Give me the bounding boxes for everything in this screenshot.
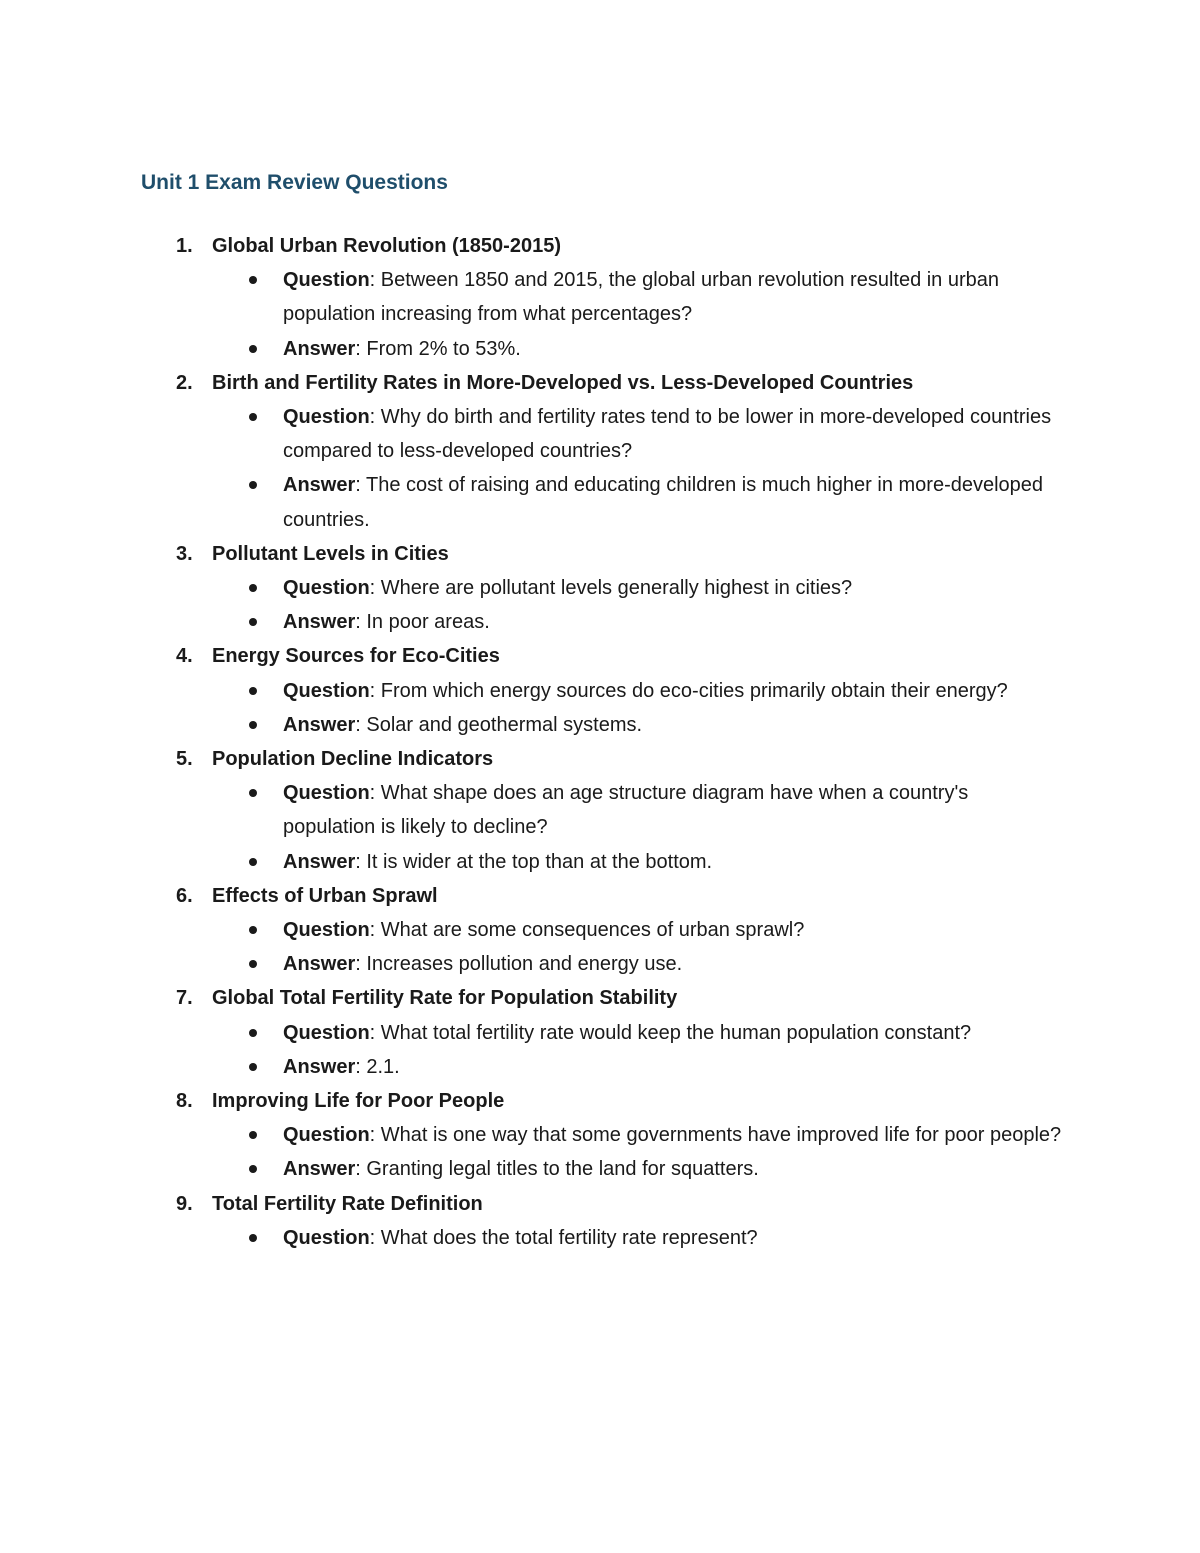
bullet-label: Answer (283, 611, 356, 634)
bullet-label: Question (283, 1226, 370, 1249)
bullet-dot-icon (249, 618, 257, 626)
bullet-label: Answer (283, 474, 356, 497)
bullet-text: : In poor areas. (355, 611, 490, 634)
bullet-dot-icon (249, 1063, 257, 1071)
review-section (0, 1084, 1200, 1187)
bullet-text: : What are some consequences of urban sprawl? (369, 918, 805, 941)
bullet-label: Question (283, 679, 370, 702)
bullet-label: Answer (283, 337, 356, 360)
qa-bullet-list (0, 913, 1200, 981)
bullet-text: : Solar and geothermal systems. (355, 713, 643, 736)
bullet-dot-icon (249, 926, 257, 934)
answer-bullet (0, 605, 1200, 639)
qa-bullet-list (0, 1221, 1200, 1255)
qa-bullet-list (0, 674, 1200, 742)
section-heading (0, 981, 1200, 1015)
section-number: 5. (176, 747, 193, 770)
bullet-text: : Between 1850 and 2015, the global urban revolution resulted in urban population increasing from what percentages? (283, 269, 1000, 326)
bullet-dot-icon (249, 413, 257, 421)
section-heading (0, 537, 1200, 571)
bullet-text: : From which energy sources do eco-cities primarily obtain their energy? (369, 679, 1008, 702)
review-section (0, 742, 1200, 879)
question-bullet (0, 776, 1200, 844)
bullet-text: : What is one way that some governments have improved life for poor people? (369, 1124, 1062, 1147)
section-number: 6. (176, 884, 193, 907)
bullet-text: : Where are pollutant levels generally highest in cities? (369, 576, 853, 599)
bullet-text: : Why do birth and fertility rates tend to be lower in more-developed countries compared to less-developed countries? (283, 405, 1052, 463)
bullet-label: Question (283, 405, 370, 428)
bullet-label: Question (283, 1021, 370, 1044)
bullet-dot-icon (249, 584, 257, 592)
bullet-text: : Granting legal titles to the land for squatters. (355, 1158, 759, 1181)
review-question-list (0, 229, 1200, 1255)
bullet-text: : It is wider at the top than at the bottom. (355, 850, 713, 873)
section-title: Energy Sources for Eco-Cities (212, 645, 500, 668)
qa-bullet-list (0, 776, 1200, 879)
bullet-label: Answer (283, 713, 356, 736)
qa-bullet-list (0, 400, 1200, 537)
bullet-text: : What total fertility rate would keep the human population constant? (369, 1021, 972, 1044)
bullet-label: Question (283, 918, 370, 941)
question-bullet (0, 913, 1200, 947)
bullet-text: : 2.1. (355, 1055, 400, 1078)
section-number: 4. (176, 645, 193, 668)
bullet-label: Question (283, 1124, 370, 1147)
question-bullet (0, 1118, 1200, 1152)
qa-bullet-list (0, 1016, 1200, 1084)
section-title: Birth and Fertility Rates in More-Developed vs. Less-Developed Countries (212, 371, 914, 394)
bullet-label: Answer (283, 953, 356, 976)
document-title: Unit 1 Exam Review Questions (141, 171, 448, 194)
bullet-label: Question (283, 269, 370, 292)
question-bullet (0, 1221, 1200, 1255)
section-heading (0, 366, 1200, 400)
bullet-dot-icon (249, 1131, 257, 1139)
section-heading (0, 742, 1200, 776)
answer-bullet (0, 468, 1200, 536)
review-section (0, 537, 1200, 640)
bullet-label: Answer (283, 1055, 356, 1078)
section-number: 1. (176, 235, 193, 257)
section-number: 9. (176, 1192, 193, 1215)
bullet-dot-icon (249, 960, 257, 968)
question-bullet (0, 1016, 1200, 1050)
bullet-dot-icon (249, 789, 257, 797)
section-number: 7. (176, 987, 193, 1010)
section-title: Pollutant Levels in Cities (212, 542, 449, 565)
section-title: Global Total Fertility Rate for Population Stability (212, 987, 678, 1010)
section-number: 3. (176, 542, 193, 565)
section-title: Effects of Urban Sprawl (212, 884, 438, 907)
section-title: Population Decline Indicators (212, 747, 494, 770)
bullet-dot-icon (249, 1234, 257, 1242)
qa-bullet-list (0, 571, 1200, 639)
bullet-text: : Increases pollution and energy use. (355, 953, 683, 976)
bullet-dot-icon (249, 721, 257, 729)
review-section (0, 639, 1200, 742)
review-section (0, 366, 1200, 537)
bullet-dot-icon (249, 1165, 257, 1173)
bullet-label: Question (283, 576, 370, 599)
section-number: 2. (176, 371, 193, 394)
answer-bullet (0, 947, 1200, 981)
bullet-dot-icon (249, 276, 257, 284)
bullet-text: : What does the total fertility rate represent? (369, 1226, 758, 1249)
qa-bullet-list (0, 1118, 1200, 1186)
section-title: Global Urban Revolution (1850-2015) (212, 235, 561, 257)
bullet-label: Answer (283, 1158, 356, 1181)
question-bullet (0, 263, 1200, 331)
section-heading (0, 1084, 1200, 1118)
bullet-dot-icon (249, 481, 257, 489)
qa-bullet-list (0, 263, 1200, 366)
bullet-text: : What shape does an age structure diagram have when a country's population is likely to decline? (283, 782, 969, 839)
bullet-text: : The cost of raising and educating children is much higher in more-developed countries. (283, 474, 1044, 531)
section-heading (0, 229, 1200, 263)
answer-bullet (0, 332, 1200, 366)
section-heading (0, 1187, 1200, 1221)
answer-bullet (0, 1050, 1200, 1084)
question-bullet (0, 674, 1200, 708)
bullet-dot-icon (249, 1029, 257, 1037)
review-section (0, 879, 1200, 982)
section-title: Total Fertility Rate Definition (212, 1192, 483, 1215)
answer-bullet (0, 1152, 1200, 1186)
answer-bullet (0, 708, 1200, 742)
section-heading (0, 639, 1200, 673)
review-section (0, 981, 1200, 1084)
section-heading (0, 879, 1200, 913)
question-bullet (0, 571, 1200, 605)
question-bullet (0, 400, 1200, 468)
bullet-label: Answer (283, 850, 356, 873)
review-section (0, 1187, 1200, 1255)
section-number: 8. (176, 1089, 193, 1112)
section-title: Improving Life for Poor People (212, 1089, 505, 1112)
bullet-dot-icon (249, 345, 257, 353)
bullet-text: : From 2% to 53%. (355, 337, 521, 360)
bullet-dot-icon (249, 687, 257, 695)
bullet-label: Question (283, 782, 370, 805)
review-section (0, 229, 1200, 366)
bullet-dot-icon (249, 858, 257, 866)
answer-bullet (0, 845, 1200, 879)
